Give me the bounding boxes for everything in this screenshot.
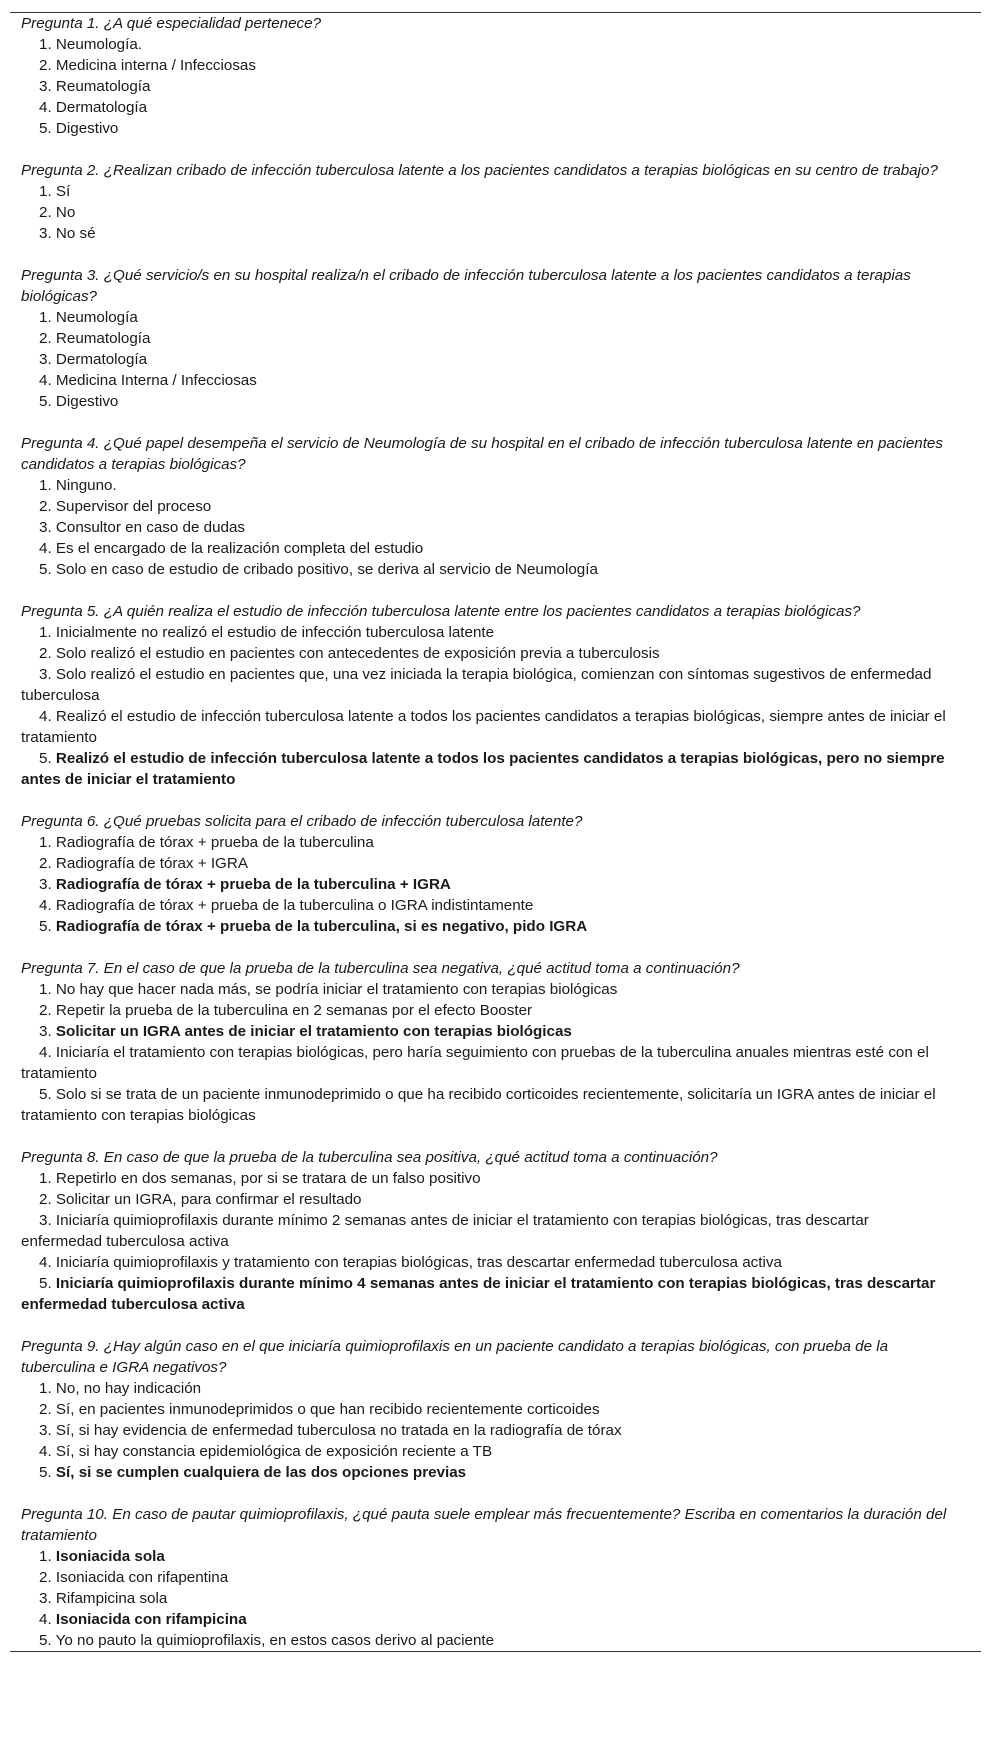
option-number: 3. — [39, 1212, 52, 1229]
option-text: Solo realizó el estudio en pacientes con antecedentes de exposición previa a tuberculosis — [55, 645, 660, 662]
answer-option — [21, 1273, 946, 1315]
option-text: Radiografía de tórax + prueba de la tuberculina + IGRA — [55, 876, 451, 893]
option-text: Radiografía de tórax + prueba de la tuberculina o IGRA indistintamente — [55, 897, 534, 914]
answer-option — [21, 643, 946, 664]
option-text: Ninguno. — [55, 477, 117, 494]
options-list — [21, 979, 981, 1126]
option-text: Consultor en caso de dudas — [55, 519, 246, 536]
answer-option — [21, 1168, 946, 1189]
answer-option — [21, 1462, 946, 1483]
option-number: 1. — [39, 1548, 52, 1565]
question-block — [10, 1147, 981, 1315]
survey-table — [10, 12, 981, 1652]
answer-option — [21, 895, 946, 916]
option-number: 3. — [39, 78, 52, 95]
answer-option — [21, 748, 946, 790]
option-text: Digestivo — [55, 120, 119, 137]
option-text: Solo si se trata de un paciente inmunodeprimido o que ha recibido corticoides recientemente, solicitaría un IGRA antes de iniciar el tratamiento con terapias biológicas — [21, 1086, 936, 1124]
options-list — [21, 1378, 981, 1483]
option-number: 1. — [39, 309, 52, 326]
option-number: 5. — [39, 561, 52, 578]
answer-option — [21, 1441, 946, 1462]
option-text: Inicialmente no realizó el estudio de infección tuberculosa latente — [55, 624, 495, 641]
option-number: 2. — [39, 645, 52, 662]
option-number: 1. — [39, 36, 52, 53]
option-number: 1. — [39, 981, 52, 998]
question-title: Pregunta 7. En el caso de que la prueba de la tuberculina sea negativa, ¿qué actitud toma a continuación? — [21, 960, 740, 977]
answer-option — [21, 328, 946, 349]
option-number: 2. — [39, 498, 52, 515]
option-number: 2. — [39, 330, 52, 347]
options-list — [21, 622, 981, 790]
option-number: 3. — [39, 225, 52, 242]
option-text: Dermatología — [55, 351, 148, 368]
answer-option — [21, 832, 946, 853]
answer-option — [21, 1021, 946, 1042]
option-text: Supervisor del proceso — [55, 498, 212, 515]
option-text: Sí, si se cumplen cualquiera de las dos opciones previas — [55, 1464, 467, 1481]
option-text: Radiografía de tórax + prueba de la tuberculina, si es negativo, pido IGRA — [55, 918, 588, 935]
answer-option — [21, 370, 946, 391]
option-number: 5. — [39, 1275, 52, 1292]
question-block — [10, 160, 981, 244]
option-number: 5. — [39, 1464, 52, 1481]
spacer — [10, 1315, 981, 1336]
question-block — [10, 601, 981, 790]
option-number: 2. — [39, 1401, 52, 1418]
option-number: 3. — [39, 666, 52, 683]
option-number: 3. — [39, 1023, 52, 1040]
option-text: Iniciaría quimioprofilaxis durante mínimo 2 semanas antes de iniciar el tratamiento con terapias biológicas, tras descartar enfermedad tuberculosa activa — [21, 1212, 869, 1250]
option-text: Dermatología — [55, 99, 148, 116]
option-text: Radiografía de tórax + IGRA — [55, 855, 248, 872]
answer-option — [21, 202, 946, 223]
option-number: 4. — [39, 99, 52, 116]
question-block — [10, 1336, 981, 1483]
option-text: No — [55, 204, 76, 221]
option-number: 2. — [39, 1002, 52, 1019]
option-number: 3. — [39, 876, 52, 893]
option-number: 4. — [39, 708, 52, 725]
question-title: Pregunta 3. ¿Qué servicio/s en su hospital realiza/n el cribado de infección tuberculosa latente a los pacientes candidatos a terapias biológicas? — [21, 267, 911, 305]
answer-option — [21, 517, 946, 538]
answer-option — [21, 1000, 946, 1021]
option-number: 1. — [39, 834, 52, 851]
option-text: Iniciaría quimioprofilaxis durante mínimo 4 semanas antes de iniciar el tratamiento con terapias biológicas, tras descartar enfermedad tuberculosa activa — [21, 1275, 936, 1313]
option-text: Sí, si hay constancia epidemiológica de exposición reciente a TB — [55, 1443, 493, 1460]
answer-option — [21, 1042, 946, 1084]
option-number: 1. — [39, 624, 52, 641]
question-title: Pregunta 9. ¿Hay algún caso en el que iniciaría quimioprofilaxis en un paciente candidato a terapias biológicas, con prueba de la tuberculina e IGRA negativos? — [21, 1338, 889, 1376]
option-text: No sé — [55, 225, 96, 242]
option-number: 2. — [39, 1569, 52, 1586]
option-text: Realizó el estudio de infección tuberculosa latente a todos los pacientes candidatos a terapias biológicas, siempre antes de iniciar el tratamiento — [21, 708, 946, 746]
option-text: Neumología. — [55, 36, 143, 53]
option-number: 2. — [39, 1191, 52, 1208]
answer-option — [21, 853, 946, 874]
spacer — [10, 937, 981, 958]
answer-option — [21, 391, 946, 412]
answer-option — [21, 1210, 946, 1252]
answer-option — [21, 97, 946, 118]
answer-option — [21, 76, 946, 97]
option-number: 3. — [39, 1422, 52, 1439]
answer-option — [21, 1084, 946, 1126]
answer-option — [21, 538, 946, 559]
options-list — [21, 181, 981, 244]
questions-list — [10, 13, 981, 1651]
answer-option — [21, 559, 946, 580]
option-number: 3. — [39, 519, 52, 536]
question-block — [10, 958, 981, 1126]
option-text: Sí, en pacientes inmunodeprimidos o que han recibido recientemente corticoides — [55, 1401, 600, 1418]
option-text: No hay que hacer nada más, se podría iniciar el tratamiento con terapias biológicas — [55, 981, 618, 998]
answer-option — [21, 496, 946, 517]
option-text: Solicitar un IGRA antes de iniciar el tratamiento con terapias biológicas — [55, 1023, 572, 1040]
option-text: Solo en caso de estudio de cribado positivo, se deriva al servicio de Neumología — [55, 561, 598, 578]
option-text: Reumatología — [55, 330, 151, 347]
answer-option — [21, 55, 946, 76]
question-title: Pregunta 6. ¿Qué pruebas solicita para el cribado de infección tuberculosa latente? — [21, 813, 583, 830]
spacer — [10, 139, 981, 160]
answer-option — [21, 307, 946, 328]
option-text: Isoniacida con rifapentina — [55, 1569, 229, 1586]
question-title: Pregunta 5. ¿A quién realiza el estudio de infección tuberculosa latente entre los pacientes candidatos a terapias biológicas? — [21, 603, 861, 620]
option-number: 5. — [39, 120, 52, 137]
option-text: Neumología — [55, 309, 138, 326]
option-text: Isoniacida sola — [55, 1548, 165, 1565]
option-text: No, no hay indicación — [55, 1380, 202, 1397]
options-list — [21, 475, 981, 580]
option-number: 4. — [39, 897, 52, 914]
answer-option — [21, 349, 946, 370]
answer-option — [21, 664, 946, 706]
question-title: Pregunta 1. ¿A qué especialidad pertenece? — [21, 15, 322, 32]
option-text: Iniciaría quimioprofilaxis y tratamiento con terapias biológicas, tras descartar enfermedad tuberculosa activa — [55, 1254, 782, 1271]
option-text: Sí, si hay evidencia de enfermedad tuberculosa no tratada en la radiografía de tórax — [55, 1422, 622, 1439]
question-title: Pregunta 8. En caso de que la prueba de la tuberculina sea positiva, ¿qué actitud toma a continuación? — [21, 1149, 718, 1166]
option-number: 1. — [39, 477, 52, 494]
option-text: Sí — [55, 183, 71, 200]
option-text: Realizó el estudio de infección tuberculosa latente a todos los pacientes candidatos a terapias biológicas, pero no siempre antes de iniciar el tratamiento — [21, 750, 945, 788]
option-number: 4. — [39, 540, 52, 557]
option-text: Repetir la prueba de la tuberculina en 2 semanas por el efecto Booster — [55, 1002, 533, 1019]
answer-option — [21, 1630, 946, 1651]
answer-option — [21, 706, 946, 748]
option-text: Reumatología — [55, 78, 151, 95]
question-title: Pregunta 4. ¿Qué papel desempeña el servicio de Neumología de su hospital en el cribado de infección tuberculosa latente en pacientes candidatos a terapias biológicas? — [21, 435, 943, 473]
option-number: 4. — [39, 372, 52, 389]
answer-option — [21, 223, 946, 244]
option-number: 3. — [39, 1590, 52, 1607]
option-text: Isoniacida con rifampicina — [55, 1611, 247, 1628]
option-number: 4. — [39, 1254, 52, 1271]
answer-option — [21, 1378, 946, 1399]
spacer — [10, 412, 981, 433]
option-number: 1. — [39, 1380, 52, 1397]
answer-option — [21, 916, 946, 937]
options-list — [21, 307, 981, 412]
option-number: 5. — [39, 750, 52, 767]
option-text: Solicitar un IGRA, para confirmar el resultado — [55, 1191, 362, 1208]
option-text: Repetirlo en dos semanas, por si se tratara de un falso positivo — [55, 1170, 481, 1187]
answer-option — [21, 1252, 946, 1273]
answer-option — [21, 1546, 946, 1567]
option-number: 1. — [39, 1170, 52, 1187]
question-block — [10, 811, 981, 937]
answer-option — [21, 1399, 946, 1420]
answer-option — [21, 1420, 946, 1441]
answer-option — [21, 979, 946, 1000]
answer-option — [21, 622, 946, 643]
question-title: Pregunta 2. ¿Realizan cribado de infección tuberculosa latente a los pacientes candidatos a terapias biológicas en su centro de trabajo? — [21, 162, 938, 179]
option-number: 4. — [39, 1611, 52, 1628]
question-block — [10, 1504, 981, 1651]
option-text: Rifampicina sola — [55, 1590, 168, 1607]
option-number: 4. — [39, 1443, 52, 1460]
answer-option — [21, 1588, 946, 1609]
option-text: Radiografía de tórax + prueba de la tuberculina — [55, 834, 374, 851]
question-block — [10, 265, 981, 412]
option-text: Medicina Interna / Infecciosas — [55, 372, 257, 389]
option-number: 2. — [39, 855, 52, 872]
answer-option — [21, 1189, 946, 1210]
option-text: Solo realizó el estudio en pacientes que, una vez iniciada la terapia biológica, comienzan con síntomas sugestivos de enfermedad tuberculosa — [21, 666, 932, 704]
option-text: Es el encargado de la realización completa del estudio — [55, 540, 424, 557]
options-list — [21, 1168, 981, 1315]
spacer — [10, 1126, 981, 1147]
options-list — [21, 1546, 981, 1651]
question-block — [10, 13, 981, 139]
answer-option — [21, 1609, 946, 1630]
question-block — [10, 433, 981, 580]
option-number: 1. — [39, 183, 52, 200]
answer-option — [21, 181, 946, 202]
option-number: 5. — [39, 1632, 52, 1649]
spacer — [10, 580, 981, 601]
option-number: 3. — [39, 351, 52, 368]
option-number: 5. — [39, 393, 52, 410]
answer-option — [21, 874, 946, 895]
option-number: 4. — [39, 1044, 52, 1061]
option-number: 2. — [39, 204, 52, 221]
spacer — [10, 244, 981, 265]
answer-option — [21, 118, 946, 139]
option-number: 5. — [39, 1086, 52, 1103]
options-list — [21, 34, 981, 139]
spacer — [10, 1483, 981, 1504]
answer-option — [21, 1567, 946, 1588]
option-text: Yo no pauto la quimioprofilaxis, en estos casos derivo al paciente — [55, 1632, 495, 1649]
answer-option — [21, 34, 946, 55]
option-text: Iniciaría el tratamiento con terapias biológicas, pero haría seguimiento con pruebas de la tuberculina anuales mientras esté con el tratamiento — [21, 1044, 929, 1082]
spacer — [10, 790, 981, 811]
options-list — [21, 832, 981, 937]
answer-option — [21, 475, 946, 496]
question-title: Pregunta 10. En caso de pautar quimioprofilaxis, ¿qué pauta suele emplear más frecuentemente? Escriba en comentarios la duración del tratamiento — [21, 1506, 947, 1544]
option-text: Medicina interna / Infecciosas — [55, 57, 256, 74]
option-text: Digestivo — [55, 393, 119, 410]
option-number: 2. — [39, 57, 52, 74]
option-number: 5. — [39, 918, 52, 935]
